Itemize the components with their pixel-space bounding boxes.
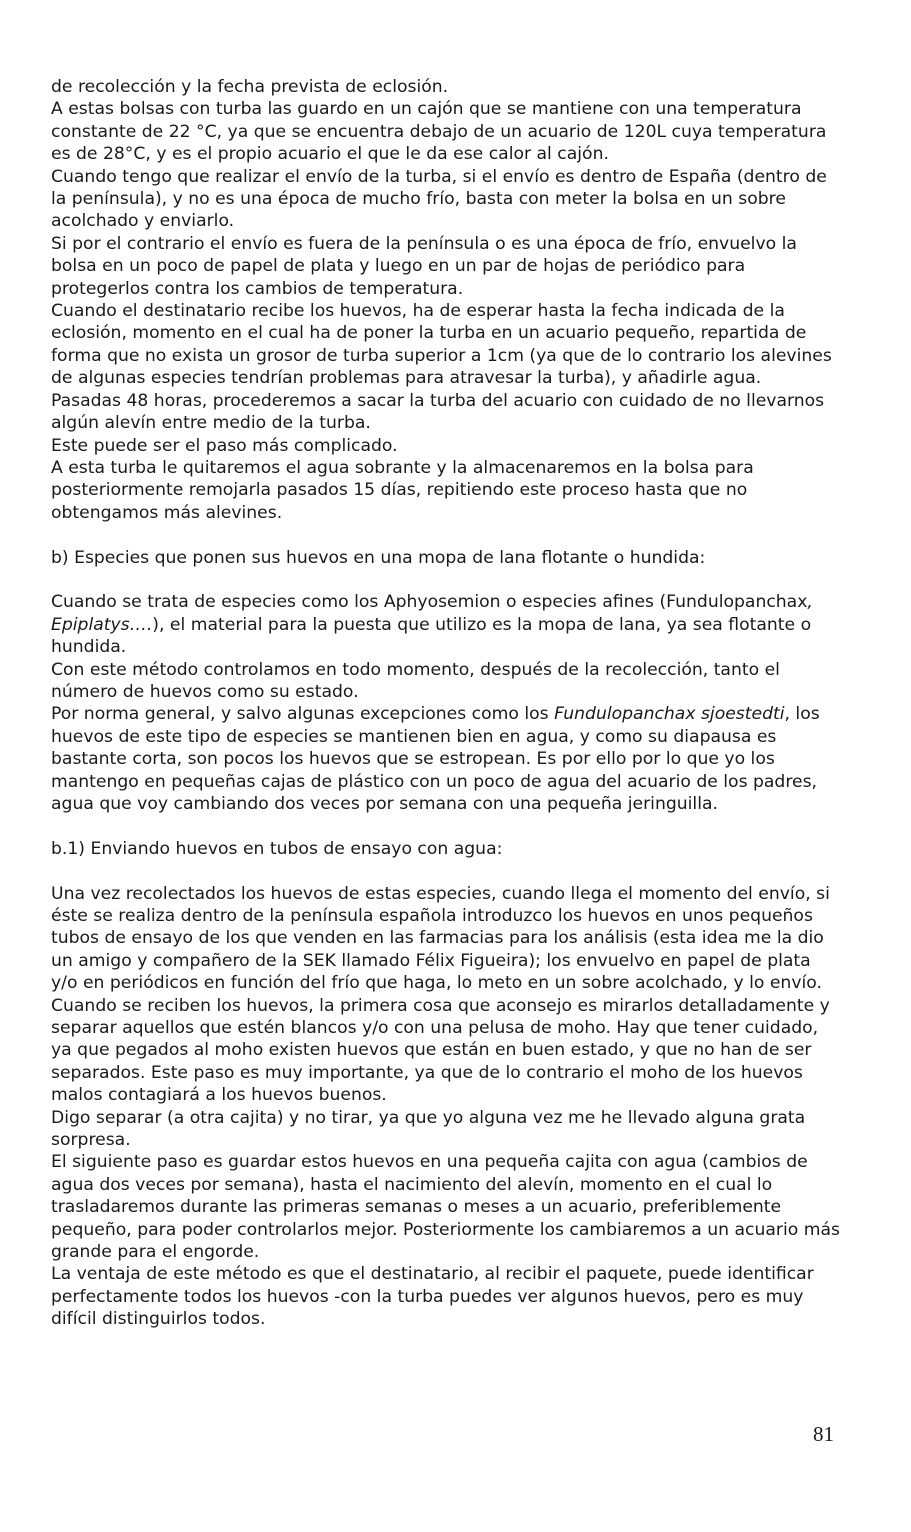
paragraph — [51, 703, 841, 815]
section-heading-b: b) Especies que ponen sus huevos en una mopa de lana flotante o hundida: — [51, 547, 706, 568]
spacer — [51, 860, 841, 882]
paragraph: Cuando se reciben los huevos, la primera cosa que aconsejo es mirarlos detalladamente y separar aquellos que estén blancos y/o con una pelusa de moho. Hay que tener cuidado, ya que pegados al moho existen huevos que están en buen estado, y que no han de ser separados. Este paso es muy importante, ya que de lo contrario el moho de los huevos malos contagiará a los huevos buenos. — [51, 995, 830, 1106]
paragraph: El siguiente paso es guardar estos huevos en una pequeña cajita con agua (cambios de agua dos veces por semana), hasta el nacimiento del alevín, momento en el cual lo trasladaremos durante las primeras semanas o meses a un acuario, preferiblemente pequeño, para poder controlarlos mejor. Posteriormente los cambiaremos a un acuario más grande para el engorde. — [51, 1152, 840, 1263]
spacer — [51, 524, 841, 546]
paragraph: Cuando el destinatario recibe los huevos, ha de esperar hasta la fecha indicada de la eclosión, momento en el cual ha de poner la turba en un acuario pequeño, repartida de forma que no exista un grosor de turba superior a 1cm (ya que de lo contrario los alevines de algunas especies tendrían problemas para atravesar la turba), y añadirle agua. — [51, 301, 832, 389]
paragraph: Si por el contrario el envío es fuera de la península o es una época de frío, envuelvo la bolsa en un poco de papel de plata y luego en un par de hojas de periódico para protegerlos contra los cambios de temperatura. — [51, 233, 797, 299]
species-name: Fundulopanchax sjoestedti — [554, 704, 785, 725]
text-run: ), el material para la puesta que utilizo es la mopa de lana, ya sea flotante o hundida. — [51, 614, 812, 658]
species-name: , Epiplatys…. — [51, 592, 813, 635]
paragraph: Digo separar (a otra cajita) y no tirar, ya que yo alguna vez me he llevado alguna grata sorpresa. — [51, 1107, 806, 1151]
paragraph: Cuando tengo que realizar el envío de la turba, si el envío es dentro de España (dentro de la península), y no es una época de mucho frío, basta con meter la bolsa en un sobre acolchado y enviarlo. — [51, 166, 827, 232]
page-body — [51, 76, 841, 1331]
section-heading-b1: b.1) Enviando huevos en tubos de ensayo con agua: — [51, 838, 503, 859]
paragraph: A esta turba le quitaremos el agua sobrante y la almacenaremos en la bolsa para posteriormente remojarla pasados 15 días, repitiendo este proceso hasta que no obtengamos más alevines. — [51, 457, 754, 523]
spacer — [51, 815, 841, 837]
paragraph: Pasadas 48 horas, procederemos a sacar la turba del acuario con cuidado de no llevarnos algún alevín entre medio de la turba. — [51, 390, 825, 434]
page-number: 81 — [813, 1422, 834, 1446]
paragraph: Una vez recolectados los huevos de estas especies, cuando llega el momento del envío, si éste se realiza dentro de la península española introduzco los huevos en unos pequeños tubos de ensayo de los que venden en las farmacias para los análisis (esta idea me la dio un amigo y compañero de la SEK llamado Félix Figueira); los envuelvo en papel de plata y/o en periódicos en función del frío que haga, lo meto en un sobre acolchado, y lo envío. — [51, 883, 830, 994]
spacer — [51, 569, 841, 591]
paragraph: Este puede ser el paso más complicado. — [51, 435, 398, 456]
paragraph: A estas bolsas con turba las guardo en un cajón que se mantiene con una temperatura constante de 22 °C, ya que se encuentra debajo de un acuario de 120L cuya temperatura es de 28°C, y es el propio acuario el que le da ese calor al cajón. — [51, 99, 827, 165]
paragraph: Con este método controlamos en todo momento, después de la recolección, tanto el número de huevos como su estado. — [51, 659, 780, 702]
text-run: Por norma general, y salvo algunas excepciones como los — [51, 704, 555, 725]
text-run: , los huevos de este tipo de especies se mantienen bien en agua, y como su diapausa es bastante corta, son pocos los huevos que se estropean. Es por ello por lo que yo los mantengo en pequeñas cajas de plástico con un poco de agua del acuario de los padres, agua que voy cambiando dos veces por semana con una pequeña jeringuilla. — [51, 704, 820, 814]
paragraph: de recolección y la fecha prevista de eclosión. — [51, 77, 449, 97]
paragraph — [51, 591, 841, 658]
text-run: Cuando se trata de especies como los Aphyosemion o especies afines (Fundulopanchax — [51, 592, 808, 613]
paragraph: La ventaja de este método es que el destinatario, al recibir el paquete, puede identificar perfectamente todos los huevos -con la turba puedes ver algunos huevos, pero es muy difícil distinguirlos todos. — [51, 1264, 814, 1330]
